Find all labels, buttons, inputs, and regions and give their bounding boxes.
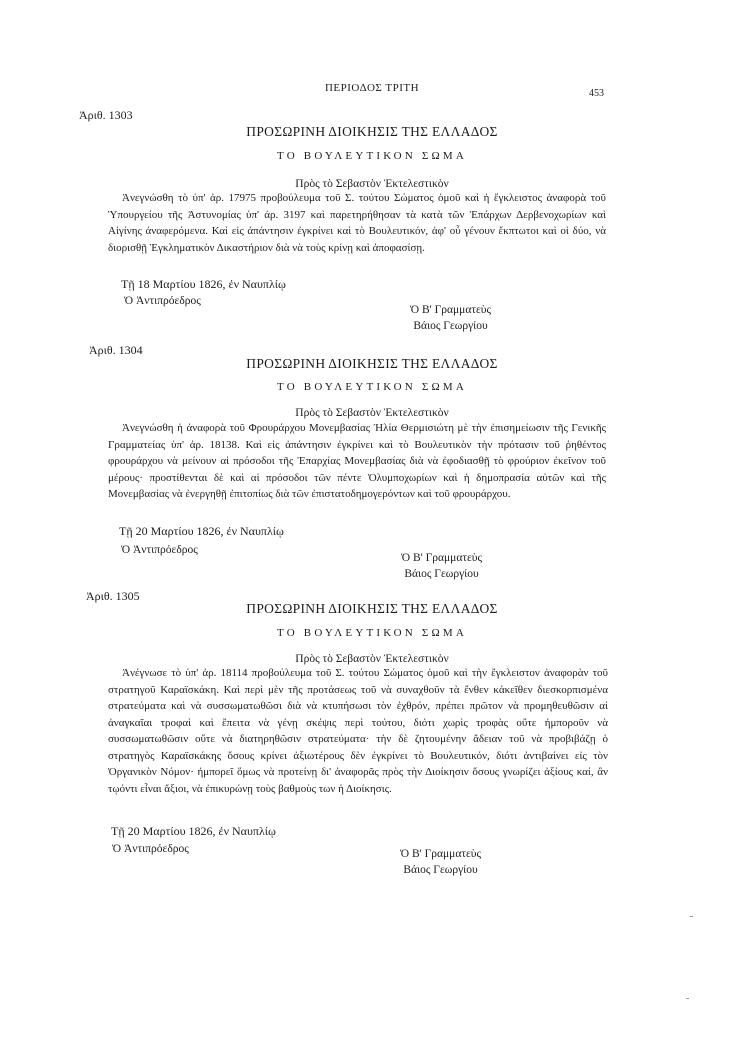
document-addressee: Πρὸς τὸ Σεβαστὸν Ἐκτελεστικὸν <box>295 178 449 190</box>
document-addressee: Πρὸς τὸ Σεβαστὸν Ἐκτελεστικὸν <box>295 653 449 665</box>
secretary-title: Ὁ Β' Γραμματεὺς <box>410 304 492 316</box>
document-subtitle: ΤΟ ΒΟΥΛΕΥΤΙΚΟΝ ΣΩΜΑ <box>276 150 468 162</box>
vice-president-signature: Ὁ Ἀντιπρόεδρος <box>121 544 198 556</box>
scan-speck <box>686 998 689 999</box>
document-body: Ἀνεγνώσθη ἡ ἀναφορὰ τοῦ Φρουράρχου Μονεμβασίας Ἠλία Θερμισιώτη μὲ τὴν ἐπισημείωσιν τῆς Γενικῆς Γραμματείας ὑπ' ἀρ. 18138. Καὶ εἰς ἀπάντησιν ἐγκρίνει καὶ τὸ Βουλευτικὸν τὴν πρότασιν τοῦ ῥηθέντος φρουράρχου νὰ μείνουν αἱ πρόσοδοι τῆς Ἐπαρχίας Μονεμβασίας διὰ νὰ ἐφοδιασθῇ τὸ φρούριον ἐκεῖνον τοῦ μέρους· προστίθενται δὲ καὶ αἱ πρόσοδοι τῶν πέντε Ὀλυμποχωρίων καὶ ἡ δημοπρασία αὐτῶν καὶ τῆς Μονεμβασίας νὰ ἐνεργηθῇ ἐπιτοπίως διὰ τῶν ἐπιστατοδημογερόντων καὶ τοῦ φρουράρχου. <box>108 422 606 500</box>
document-subtitle: ΤΟ ΒΟΥΛΕΥΤΙΚΟΝ ΣΩΜΑ <box>276 381 468 393</box>
vice-president-signature: Ὁ Ἀντιπρόεδρος <box>124 295 201 307</box>
secretary-title: Ὁ Β' Γραμματεὺς <box>400 848 482 860</box>
secretary-signature <box>410 302 491 334</box>
vice-president-signature: Ὁ Ἀντιπρόεδρος <box>112 843 189 855</box>
document-body: Ἀνέγνωσε τὸ ὑπ' ἀρ. 18114 προβούλευμα τοῦ Σ. τούτου Σώματος ὁμοῦ καὶ τὴν ἔγκλειστον ἀναφορὰν τοῦ στρατηγοῦ Καραϊσκάκη. Καὶ περὶ μὲν τῆς προτάσεως τοῦ νὰ συναχθοῦν τὰ ἔνθεν κἀκεῖθεν διεσκορπισμένα στρατεύματα καὶ νὰ συσσωματωθῶσι διὰ νὰ κτυπήσωσι τὸν ἐχθρόν, πρέπει πρῶτον νὰ προμηθευθῶσιν αἱ ἀναγκαῖαι τροφαὶ καὶ ἔπειτα νὰ γένῃ σκέψις περὶ τούτου, διότι χωρὶς τροφὰς οὔτε ἠμποροῦν νὰ συσσωματωθῶσιν οὔτε νὰ διατηρηθῶσιν στρατεύματα· τὴν δὲ ζητουμένην ἄδειαν τοῦ νὰ προβιβάζῃ ὁ στρατηγὸς Καραϊσκάκης ὅσους κρίνει ἀξιωτέρους δὲν ἐγκρίνει τὸ Βουλευτικόν, διότι ἀντιβαίνει εἰς τὸν Ὀργανικὸν Νόμον· ἠμπορεῖ ὅμως νὰ προτείνῃ δι' ἀναφορᾶς πρὸς τὴν Διοίκησιν ὅσους γνωρίζει ἀξίους καί, ἂν τῳόντι εἶναι ἄξιοι, νὰ ἐπικυρώνῃ τοὺς βαθμοὺς των ἡ Διοίκησις. <box>108 667 608 795</box>
document-number: Ἀριθ. 1304 <box>89 343 143 357</box>
document-title: ΠΡΟΣΩΡΙΝΗ ΔΙΟΙΚΗΣΙΣ ΤΗΣ ΕΛΛΑΔΟΣ <box>246 356 498 371</box>
document-title: ΠΡΟΣΩΡΙΝΗ ΔΙΟΙΚΗΣΙΣ ΤΗΣ ΕΛΛΑΔΟΣ <box>246 124 498 139</box>
secretary-signature <box>401 550 482 582</box>
document-date: Τῇ 20 Μαρτίου 1826, ἐν Ναυπλίῳ <box>119 524 284 538</box>
document-subtitle: ΤΟ ΒΟΥΛΕΥΤΙΚΟΝ ΣΩΜΑ <box>276 627 468 639</box>
secretary-signature <box>400 846 481 878</box>
document-addressee: Πρὸς τὸ Σεβαστὸν Ἐκτελεστικὸν <box>295 407 449 419</box>
document-body: Ἀνεγνώσθη τὸ ὑπ' ἀρ. 17975 προβούλευμα τοῦ Σ. τούτου Σώματος ὁμοῦ καὶ ἡ ἔγκλειστος ἀναφορὰ τοῦ Ὑπουργείου τῆς Ἀστυνομίας ὑπ' ἀρ. 3197 καὶ παρετηρήθησαν τὰ κατὰ τῶν Ἐπάρχων Δερβενοχωρίων καὶ Αἰγίνης ἀναφερόμενα. Καὶ εἰς ἀπάντησιν ἐγκρίνει καὶ τὸ Βουλευτικόν, ἀφ' οὗ γένουν ἔκπτωτοι καὶ οἱ δύο, νὰ διορισθῇ Ἐγκληματικὸν Δικαστήριον διὰ νὰ τοὺς κρίνῃ καὶ ἀποφασίσῃ. <box>108 192 606 254</box>
page-number: 453 <box>589 88 604 99</box>
scan-speck <box>690 916 693 917</box>
document-date: Τῇ 18 Μαρτίου 1826, ἐν Ναυπλίῳ <box>121 277 286 291</box>
document-date: Τῇ 20 Μαρτίου 1826, ἐν Ναυπλίῳ <box>111 824 276 838</box>
document-title: ΠΡΟΣΩΡΙΝΗ ΔΙΟΙΚΗΣΙΣ ΤΗΣ ΕΛΛΑΔΟΣ <box>246 601 498 616</box>
secretary-title: Ὁ Β' Γραμματεὺς <box>401 552 483 564</box>
document-number: Ἀριθ. 1305 <box>86 589 140 603</box>
running-title: ΠΕΡΙΟΔΟΣ ΤΡΙΤΗ <box>324 82 420 94</box>
secretary-name: Βάιος Γεωργίου <box>404 568 479 580</box>
secretary-name: Βάιος Γεωργίου <box>403 864 478 876</box>
secretary-name: Βάιος Γεωργίου <box>413 320 488 332</box>
document-number: Ἀριθ. 1303 <box>79 108 133 122</box>
